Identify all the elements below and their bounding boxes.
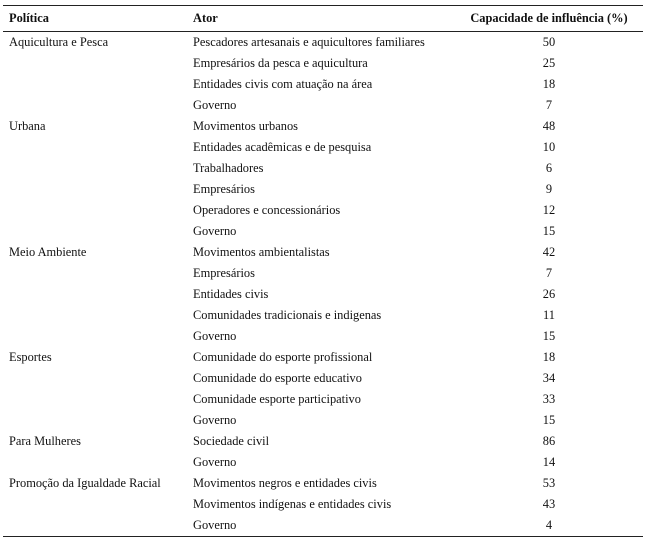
cell-ator: Governo <box>193 518 237 532</box>
cell-ator: Comunidade do esporte profissional <box>193 350 373 364</box>
cell-politica: Urbana <box>9 119 46 133</box>
cell-politica <box>3 326 187 347</box>
table-body <box>3 32 643 537</box>
cell-politica <box>3 305 187 326</box>
cell-capacidade: 50 <box>542 35 556 49</box>
cell-politica <box>3 95 187 116</box>
cell-ator: Comunidade esporte participativo <box>193 392 361 406</box>
cell-ator: Pescadores artesanais e aquicultores familiares <box>193 35 425 49</box>
table-row <box>3 221 643 242</box>
cell-ator: Entidades civis <box>193 287 269 301</box>
table-row <box>3 515 643 537</box>
table-row <box>3 179 643 200</box>
cell-capacidade: 15 <box>542 413 556 427</box>
cell-capacidade: 53 <box>542 476 556 490</box>
cell-politica <box>3 284 187 305</box>
cell-capacidade: 15 <box>542 224 556 238</box>
cell-politica <box>3 221 187 242</box>
cell-politica <box>3 53 187 74</box>
table-row <box>3 32 643 54</box>
cell-ator: Governo <box>193 413 237 427</box>
cell-ator: Governo <box>193 455 237 469</box>
cell-ator: Governo <box>193 329 237 343</box>
cell-ator: Movimentos negros e entidades civis <box>193 476 377 490</box>
cell-capacidade: 12 <box>542 203 556 217</box>
cell-ator: Comunidades tradicionais e indigenas <box>193 308 382 322</box>
table-header <box>3 6 643 32</box>
cell-ator: Movimentos urbanos <box>193 119 298 133</box>
cell-capacidade: 14 <box>542 455 556 469</box>
table-row <box>3 494 643 515</box>
cell-ator: Entidades acadêmicas e de pesquisa <box>193 140 372 154</box>
influence-table <box>3 5 643 537</box>
cell-ator: Empresários da pesca e aquicultura <box>193 56 368 70</box>
cell-ator: Governo <box>193 98 237 112</box>
cell-ator: Empresários <box>193 182 255 196</box>
cell-politica: Promoção da Igualdade Racial <box>9 476 161 490</box>
cell-politica <box>3 158 187 179</box>
table-row <box>3 347 643 368</box>
header-row <box>3 6 643 32</box>
table-row <box>3 284 643 305</box>
table-row <box>3 200 643 221</box>
cell-capacidade: 18 <box>542 350 556 364</box>
cell-politica <box>3 452 187 473</box>
cell-politica <box>3 368 187 389</box>
table-row <box>3 74 643 95</box>
table-row <box>3 410 643 431</box>
cell-capacidade: 26 <box>542 287 556 301</box>
cell-ator: Movimentos ambientalistas <box>193 245 330 259</box>
table-row <box>3 263 643 284</box>
cell-politica: Aquicultura e Pesca <box>9 35 109 49</box>
cell-ator: Sociedade civil <box>193 434 270 448</box>
cell-capacidade: 33 <box>542 392 556 406</box>
cell-politica <box>3 410 187 431</box>
table-row <box>3 116 643 137</box>
cell-capacidade: 10 <box>542 140 556 154</box>
cell-politica <box>3 494 187 515</box>
cell-politica <box>3 200 187 221</box>
cell-capacidade: 9 <box>545 182 553 196</box>
cell-politica <box>3 74 187 95</box>
table-row <box>3 137 643 158</box>
cell-politica <box>3 179 187 200</box>
cell-capacidade: 7 <box>545 266 553 280</box>
cell-capacidade: 6 <box>545 161 553 175</box>
cell-politica: Meio Ambiente <box>9 245 87 259</box>
cell-capacidade: 25 <box>542 56 556 70</box>
cell-capacidade: 48 <box>542 119 556 133</box>
cell-ator: Empresários <box>193 266 255 280</box>
table-row <box>3 305 643 326</box>
header-ator: Ator <box>193 11 218 25</box>
table-row <box>3 473 643 494</box>
cell-politica <box>3 515 187 537</box>
cell-capacidade: 7 <box>545 98 553 112</box>
table-row <box>3 95 643 116</box>
table-row <box>3 158 643 179</box>
cell-politica <box>3 263 187 284</box>
cell-capacidade: 4 <box>545 518 553 532</box>
cell-ator: Trabalhadores <box>193 161 264 175</box>
table-row <box>3 242 643 263</box>
cell-capacidade: 42 <box>542 245 556 259</box>
cell-ator: Operadores e concessionários <box>193 203 341 217</box>
cell-capacidade: 34 <box>542 371 556 385</box>
cell-politica <box>3 389 187 410</box>
table-row <box>3 452 643 473</box>
cell-capacidade: 86 <box>542 434 556 448</box>
cell-capacidade: 43 <box>542 497 556 511</box>
cell-ator: Movimentos indígenas e entidades civis <box>193 497 392 511</box>
cell-politica <box>3 137 187 158</box>
cell-ator: Entidades civis com atuação na área <box>193 77 373 91</box>
cell-ator: Comunidade do esporte educativo <box>193 371 362 385</box>
table-row <box>3 368 643 389</box>
table-row <box>3 53 643 74</box>
table-row <box>3 326 643 347</box>
cell-capacidade: 11 <box>543 308 555 322</box>
table-row <box>3 389 643 410</box>
cell-politica: Esportes <box>9 350 52 364</box>
cell-capacidade: 15 <box>542 329 556 343</box>
cell-politica: Para Mulheres <box>9 434 81 448</box>
table-row <box>3 431 643 452</box>
header-politica: Política <box>9 11 49 25</box>
header-capacidade: Capacidade de influência (%) <box>470 11 628 25</box>
cell-capacidade: 18 <box>542 77 556 91</box>
cell-ator: Governo <box>193 224 237 238</box>
